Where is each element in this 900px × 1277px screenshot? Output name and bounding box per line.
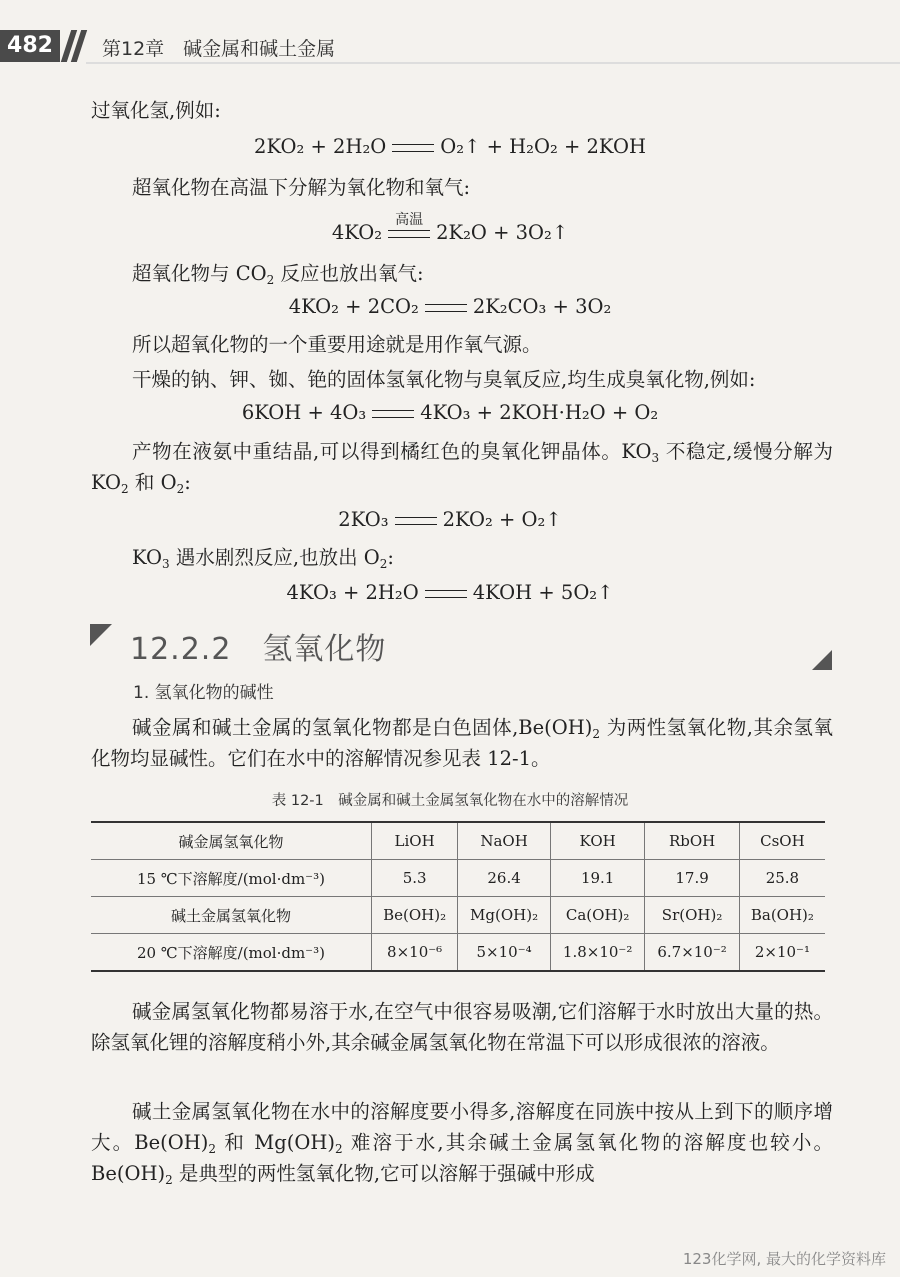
banner-corner-left bbox=[90, 624, 112, 646]
paragraph: 所以超氧化物的一个重要用途就是用作氧气源。 bbox=[132, 333, 542, 356]
table-cell: RbOH bbox=[645, 822, 739, 860]
table-cell: 25.8 bbox=[739, 860, 825, 897]
paragraph: 超氧化物在高温下分解为氧化物和氧气: bbox=[132, 176, 471, 199]
table-cell: Sr(OH)₂ bbox=[645, 897, 739, 934]
table-cell: 5×10⁻⁴ bbox=[458, 934, 551, 972]
paragraph: 碱金属和碱土金属的氢氧化物都是白色固体$,Be(OH)_2$ 为两性氢氧化物,其余氢氧化物均显碱性。它们在水中的溶解情况参见表 12-1。 bbox=[91, 716, 833, 770]
subheading: 1. 氢氧化物的碱性 bbox=[133, 683, 274, 703]
paragraph: 过氧化氢,例如: bbox=[91, 99, 221, 122]
table-cell: 5.3 bbox=[372, 860, 458, 897]
page-number: 482 bbox=[0, 30, 60, 62]
equation-2: 4KO₂ 高温 2K₂O + 3O₂↑ bbox=[331, 211, 569, 244]
watermark-footer: 123化学网, 最大的化学资料库 bbox=[682, 1250, 886, 1268]
paragraph: $KO_3$ 遇水剧烈反应,也放出 $O_2$: bbox=[132, 546, 394, 571]
table-cell: LiOH bbox=[372, 822, 458, 860]
banner-corner-right bbox=[812, 650, 832, 670]
table-caption: 表 12-1 碱金属和碱土金属氢氧化物在水中的溶解情况 bbox=[271, 793, 629, 809]
table-cell: 2×10⁻¹ bbox=[739, 934, 825, 972]
table-row bbox=[91, 897, 825, 934]
equation-1: 2KO₂ + 2H₂O O₂↑ + H₂O₂ + 2KOH bbox=[254, 135, 646, 158]
paragraph: 碱土金属氢氧化物在水中的溶解度要小得多,溶解度在同族中按从上到下的顺序增大。$Be(OH)_2$ 和 $Mg(OH)_2$ 难溶于水,其余碱土金属氢氧化物的溶解度也较小。$Be(OH)_2$ 是典型的两性氢氧化物,它可以溶解于强碱中形成 bbox=[91, 1100, 833, 1187]
equation-3: 4KO₂ + 2CO₂ 2K₂CO₃ + 3O₂ bbox=[288, 295, 612, 318]
table-row bbox=[91, 934, 825, 972]
section-title: 12.2.2 氢氧化物 bbox=[130, 632, 387, 667]
paragraph: 干燥的钠、钾、铷、铯的固体氢氧化物与臭氧反应,均生成臭氧化物,例如: bbox=[132, 368, 756, 391]
equation-4: 6KOH + 4O₃ 4KO₃ + 2KOH·H₂O + O₂ bbox=[241, 401, 659, 424]
table-cell: 6.7×10⁻² bbox=[645, 934, 739, 972]
equation-5: 2KO₃ 2KO₂ + O₂↑ bbox=[338, 508, 562, 531]
table-cell: 20 ℃下溶解度/(mol·dm⁻³) bbox=[137, 943, 325, 962]
paragraph: 碱金属氢氧化物都易溶于水,在空气中很容易吸潮,它们溶解于水时放出大量的热。除氢氧化锂的溶解度稍小外,其余碱金属氢氧化物在常温下可以形成很浓的溶液。 bbox=[91, 1000, 833, 1054]
table-cell: KOH bbox=[550, 822, 644, 860]
table-row bbox=[91, 822, 825, 860]
table-cell: 19.1 bbox=[550, 860, 644, 897]
table-cell: Mg(OH)₂ bbox=[458, 897, 551, 934]
solubility-table bbox=[91, 821, 825, 972]
table-cell: 碱金属氢氧化物 bbox=[178, 832, 284, 851]
page-header bbox=[0, 30, 900, 64]
section-banner bbox=[90, 616, 832, 670]
table-cell: Ca(OH)₂ bbox=[550, 897, 644, 934]
table-row bbox=[91, 860, 825, 897]
table-cell: 15 ℃下溶解度/(mol·dm⁻³) bbox=[137, 869, 325, 888]
table-cell: 26.4 bbox=[458, 860, 551, 897]
chapter-title: 第12章 碱金属和碱土金属 bbox=[102, 38, 336, 60]
table-cell: Be(OH)₂ bbox=[372, 897, 458, 934]
paragraph: 超氧化物与 $CO_2$ 反应也放出氧气: bbox=[132, 262, 424, 287]
table-cell: 碱土金属氢氧化物 bbox=[170, 906, 291, 925]
paragraph: 产物在液氨中重结晶,可以得到橘红色的臭氧化钾晶体。$KO_3$ 不稳定,缓慢分解为 $KO_2$ 和 $O_2$: bbox=[91, 440, 833, 496]
table-cell: 17.9 bbox=[645, 860, 739, 897]
table-cell: CsOH bbox=[739, 822, 825, 860]
equation-6: 4KO₃ + 2H₂O 4KOH + 5O₂↑ bbox=[286, 581, 614, 604]
table-cell: 1.8×10⁻² bbox=[550, 934, 644, 972]
table-cell: 8×10⁻⁶ bbox=[372, 934, 458, 972]
table-cell: NaOH bbox=[458, 822, 551, 860]
table-cell: Ba(OH)₂ bbox=[739, 897, 825, 934]
header-rule bbox=[86, 62, 900, 64]
